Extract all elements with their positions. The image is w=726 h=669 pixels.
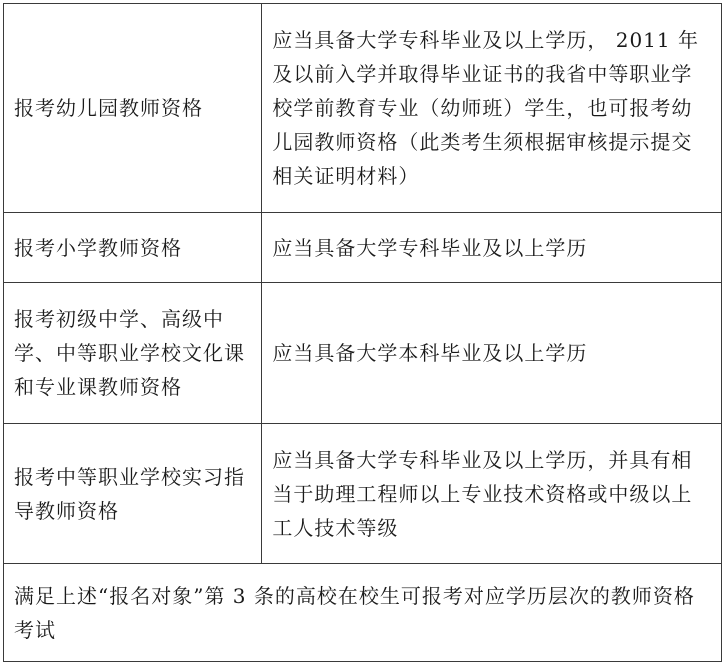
footer-note-cell: 满足上述“报名对象”第 3 条的高校在校生可报考对应学历层次的教师资格考试 xyxy=(4,564,722,662)
qualification-table xyxy=(3,3,722,662)
table-row-vocational-practice xyxy=(4,424,722,564)
requirement-cell: 应当具备大学本科毕业及以上学历 xyxy=(262,283,722,424)
requirement-cell: 应当具备大学专科毕业及以上学历， 2011 年及以前入学并取得毕业证书的我省中等职业学校学前教育专业（幼师班）学生，也可报考幼儿园教师资格（此类考生须根据审核提示提交相关证明材料） xyxy=(262,4,722,213)
table-row-secondary xyxy=(4,283,722,424)
category-cell: 报考中等职业学校实习指导教师资格 xyxy=(4,424,262,564)
table-row-footer-note xyxy=(4,564,722,662)
category-cell: 报考初级中学、高级中学、中等职业学校文化课和专业课教师资格 xyxy=(4,283,262,424)
requirement-cell: 应当具备大学专科毕业及以上学历，并具有相当于助理工程师以上专业技术资格或中级以上工人技术等级 xyxy=(262,424,722,564)
category-cell: 报考幼儿园教师资格 xyxy=(4,4,262,213)
table-row-kindergarten xyxy=(4,4,722,213)
category-cell: 报考小学教师资格 xyxy=(4,213,262,283)
requirement-cell: 应当具备大学专科毕业及以上学历 xyxy=(262,213,722,283)
table-row-primary xyxy=(4,213,722,283)
